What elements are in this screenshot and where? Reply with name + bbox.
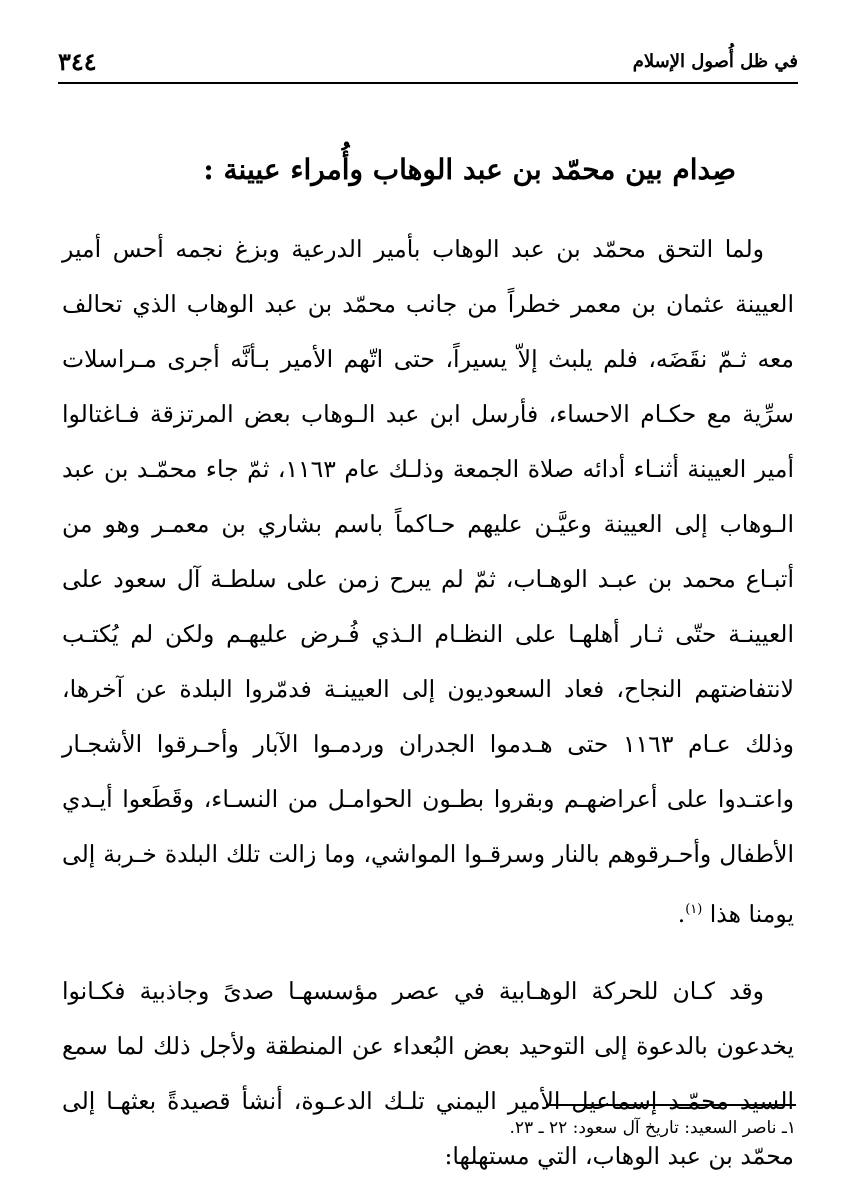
footnote: ١ـ ناصر السعيد: تاريخ آل سعود: ٢٢ ـ ٢٣. [509,1118,796,1138]
paragraph-text: ولما التحق محمّد بن عبد الوهاب بأمير الدرعية وبزغ نجمه أحس أمير العيينة عثمان بن معمر خطراً من جانب محمّد بن عبد الوهاب الذي تحالف معه ثـمّ نقَضَه، فلم يلبث إلاّ يسيراً، حتى اتّهم الأمير بـأنَّه أجرى مـراسلات سرِّية مع حكـام الاحساء، فأرسل ابن عبد الـوهاب بعض المرتزقة فـاغتالوا أمير العيينة أثنـاء أدائه صلاة الجمعة وذلـك عام ١١٦٣، ثمّ جاء محمّـد بن عبد الـوهاب إلى العيينة وعيَّـن عليهم حـاكماً باسم بشاري بن معمـر وهو من أتبـاع محمد بن عبـد الوهـاب، ثمّ لم يبرح زمن على سلطـة آل سعود على العيينـة حتّى ثـار أهلهـا على النظـام الـذي فُـرض عليهـم ولكن لم يُكتـب لانتفاضتهم النجاح، فعاد السعوديون إلى العيينـة فدمّروا البلدة عن آخرها، وذلك عـام ١١٦٣ حتى هـدموا الجدران وردمـوا الآبار وأحـرقوا الأشجـار واعتـدوا على أعراضهـم وبقروا بطـون الحوامـل من النسـاء، وقَطَعوا أيـدي الأطفال وأحـرقوهم بالنار وسرقـوا المواشي، وما زالت تلك البلدة خـربة إلى يومنا هذا [62,235,794,928]
paragraph [62,222,794,942]
body-text [62,222,794,1184]
footnote-marker[interactable]: (١) [685,902,703,917]
footnote-divider [546,1104,796,1106]
page-number: ٣٤٤ [58,46,97,76]
page-header [58,40,798,84]
paragraph-end: . [677,899,686,928]
book-title: في ظل أُصول الإسلام [632,50,798,72]
paragraph: وقد كـان للحركة الوهـابية في عصر مؤسسهـا صدىً وجاذبية فكـانوا يخدعون بالدعوة إلى التوحيد بعض البُعداء عن المنطقة ولأجل ذلك لما سمع السيد محمّـد إسماعيل الأمير اليمني تلـك الدعـوة، أنشأ قصيدةً بعثهـا إلى محمّد بن عبد الوهاب، التي مستهلها: [62,976,794,1170]
section-title: صِدام بين محمّد بن عبد الوهاب وأُمراء عيينة : [203,153,736,186]
